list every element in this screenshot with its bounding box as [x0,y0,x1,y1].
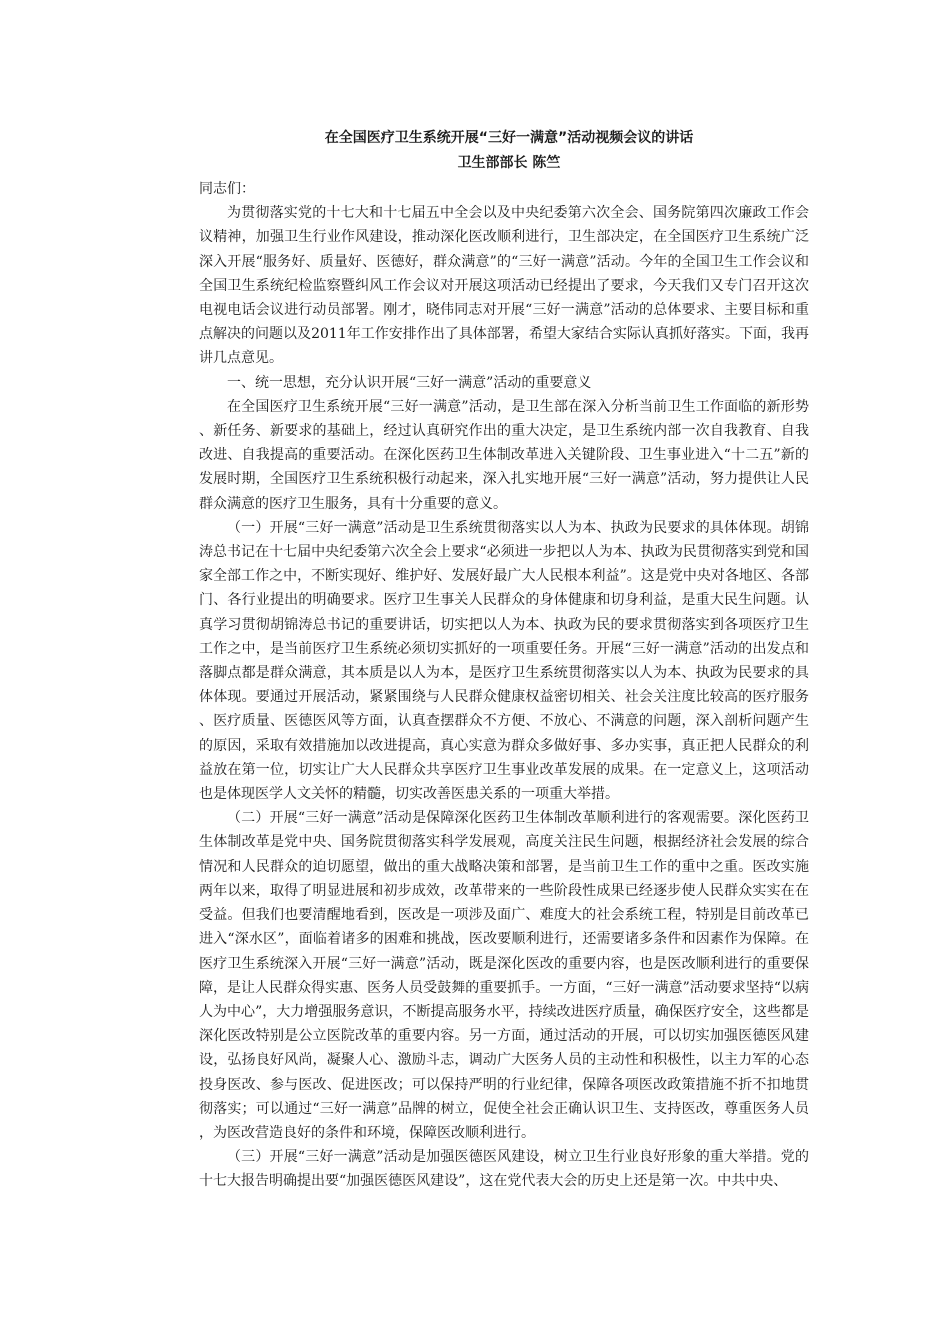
document-body [199,125,809,1194]
section-heading-1: 一、统一思想，充分认识开展“三好一满意”活动的重要意义 [227,374,592,391]
salutation: 同志们： [199,181,255,197]
paragraph-point-2: （二）开展“三好一满意”活动是保障深化医药卫生体制改革顺利进行的客观需要。深化医药卫生体制改革是党中央、国务院贯彻落实科学发展观，高度关注民生问题，根据经济社会发展的综合情况和人民群众的迫切愿望，做出的重大战略决策和部署，是当前卫生工作的重中之重。医改实施两年以来，取得了明显进展和初步成效，改革带来的一些阶段性成果已经逐步使人民群众实实在在受益。但我们也要清醒地看到，医改是一项涉及面广、难度大的社会系统工程，特别是目前改革已进入“深水区”，面临着诸多的困难和挑战，医改要顺利进行，还需要诸多条件和因素作为保障。在医疗卫生系统深入开展“三好一满意”活动，既是深化医改的重要内容，也是医改顺利进行的重要保障，是让人民群众得实惠、医务人员受鼓舞的重要抓手。一方面，“三好一满意”活动要求坚持“以病人为中心”，大力增强服务意识，不断提高服务水平，持续改进医疗质量，确保医疗安全，这些都是深化医改特别是公立医院改革的重要内容。另一方面，通过活动的开展，可以切实加强医德医风建设，弘扬良好风尚，凝聚人心、激励斗志，调动广大医务人员的主动性和积极性，以主力军的心态投身医改、参与医改、促进医改；可以保持严明的行业纪律，保障各项医改政策措施不折不扣地贯彻落实；可以通过“三好一满意”品牌的树立，促使全社会正确认识卫生、支持医改，尊重医务人员，为医改营造良好的条件和环境，保障医改顺利进行。 [199,810,809,1141]
paragraph-point-3: （三）开展“三好一满意”活动是加强医德医风建设，树立卫生行业良好形象的重大举措。党的十七大报告明确提出要“加强医德医风建设”，这在党代表大会的历史上还是第一次。中共中央、 [199,1149,809,1190]
paragraph-significance: 在全国医疗卫生系统开展“三好一满意”活动，是卫生部在深入分析当前卫生工作面临的新形势、新任务、新要求的基础上，经过认真研究作出的重大决定，是卫生系统内部一次自我教育、自我改进、自我提高的重要活动。在深化医药卫生体制改革进入关键阶段、卫生事业进入“十二五”新的发展时期，全国医疗卫生系统积极行动起来，深入扎实地开展“三好一满意”活动，努力提供让人民群众满意的医疗卫生服务，具有十分重要的意义。 [199,398,809,512]
paragraph-point-1: （一）开展“三好一满意”活动是卫生系统贯彻落实以人为本、执政为民要求的具体体现。胡锦涛总书记在十七届中央纪委第六次全会上要求“必须进一步把以人为本、执政为民贯彻落实到党和国家全部工作之中，不断实现好、维护好、发展好最广大人民根本利益”。这是党中央对各地区、各部门、各行业提出的明确要求。医疗卫生事关人民群众的身体健康和切身利益，是重大民生问题。认真学习贯彻胡锦涛总书记的重要讲话，切实把以人为本、执政为民的要求贯彻落实到各项医疗卫生工作之中，是当前医疗卫生系统必须切实抓好的一项重要任务。开展“三好一满意”活动的出发点和落脚点都是群众满意，其本质是以人为本，是医疗卫生系统贯彻落实以人为本、执政为民要求的具体体现。要通过开展活动，紧紧围绕与人民群众健康权益密切相关、社会关注度比较高的医疗服务、医疗质量、医德医风等方面，认真查摆群众不方便、不放心、不满意的问题，深入剖析问题产生的原因，采取有效措施加以改进提高，真心实意为群众多做好事、多办实事，真正把人民群众的利益放在第一位，切实让广大人民群众共享医疗卫生事业改革发展的成果。在一定意义上，这项活动也是体现医学人文关怀的精髓，切实改善医患关系的一项重大举措。 [199,519,809,803]
document-author: 卫生部部长 陈竺 [457,155,561,171]
document-title: 在全国医疗卫生系统开展“三好一满意”活动视频会议的讲话 [324,130,694,146]
paragraph-intro: 为贯彻落实党的十七大和十七届五中全会以及中央纪委第六次全会、国务院第四次廉政工作会议精神，加强卫生行业作风建设，推动深化医改顺利进行，卫生部决定，在全国医疗卫生系统广泛深入开展“服务好、质量好、医德好，群众满意”的“三好一满意”活动。今年的全国卫生工作会议和全国卫生系统纪检监察暨纠风工作会议对开展这项活动已经提出了要求，今天我们又专门召开这次电视电话会议进行动员部署。刚才，晓伟同志对开展“三好一满意”活动的总体要求、主要目标和重点解决的问题以及2011年工作安排作出了具体部署，希望大家结合实际认真抓好落实。下面，我再讲几点意见。 [199,205,809,367]
